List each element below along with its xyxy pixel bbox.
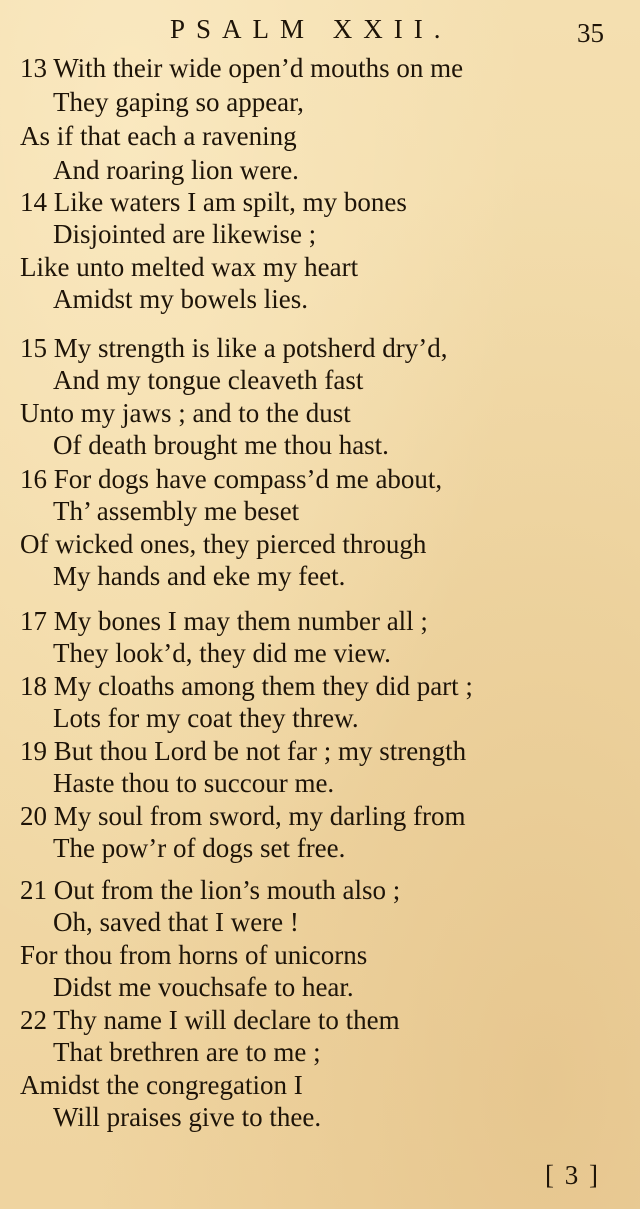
- verse-line: 15 My strength is like a potsherd dry’d,: [20, 333, 448, 363]
- verse-line: 18 My cloaths among them they did part ;: [20, 671, 473, 701]
- verse-line: Of wicked ones, they pierced through: [20, 529, 427, 559]
- verse-line: 17 My bones I may them number all ;: [20, 606, 428, 636]
- verse-line: 14 Like waters I am spilt, my bones: [20, 187, 407, 217]
- verse-line: Disjointed are likewise ;: [53, 219, 317, 249]
- signature-mark: [ 3 ]: [545, 1160, 600, 1190]
- verse-line: Haste thou to succour me.: [53, 768, 335, 798]
- page-number: 35: [577, 18, 604, 48]
- verse-line: 13 With their wide open’d mouths on me: [20, 53, 464, 83]
- verse-line: For thou from horns of unicorns: [20, 940, 368, 970]
- verse-line: My hands and eke my feet.: [53, 561, 346, 591]
- verse-line: Amidst my bowels lies.: [53, 284, 308, 314]
- verse-line: 22 Thy name I will declare to them: [20, 1005, 400, 1035]
- verse-line: Th’ assembly me beset: [53, 496, 300, 526]
- verse-line: 16 For dogs have compass’d me about,: [20, 464, 443, 494]
- verse-line: They gaping so appear,: [53, 87, 304, 117]
- verse-line: As if that each a ravening: [20, 121, 297, 151]
- verse-line: Like unto melted wax my heart: [20, 252, 359, 282]
- verse-line: Of death brought me thou hast.: [53, 430, 389, 460]
- verse-line: 19 But thou Lord be not far ; my strength: [20, 736, 467, 766]
- verse-line: Lots for my coat they threw.: [53, 703, 359, 733]
- page-title: PSALM XXII.: [170, 14, 452, 44]
- verse-line: Oh, saved that I were !: [53, 907, 299, 937]
- verse-line: 21 Out from the lion’s mouth also ;: [20, 875, 401, 905]
- verse-line: And roaring lion were.: [53, 155, 299, 185]
- verse-line: And my tongue cleaveth fast: [53, 365, 364, 395]
- verse-line: Unto my jaws ; and to the dust: [20, 398, 351, 428]
- verse-line: That brethren are to me ;: [53, 1037, 321, 1067]
- verse-line: They look’d, they did me view.: [53, 638, 391, 668]
- verse-line: Will praises give to thee.: [53, 1102, 322, 1132]
- verse-line: Amidst the congregation I: [20, 1070, 303, 1100]
- verse-line: 20 My soul from sword, my darling from: [20, 801, 466, 831]
- verse-line: Didst me vouchsafe to hear.: [53, 972, 354, 1002]
- verse-line: The pow’r of dogs set free.: [53, 833, 346, 863]
